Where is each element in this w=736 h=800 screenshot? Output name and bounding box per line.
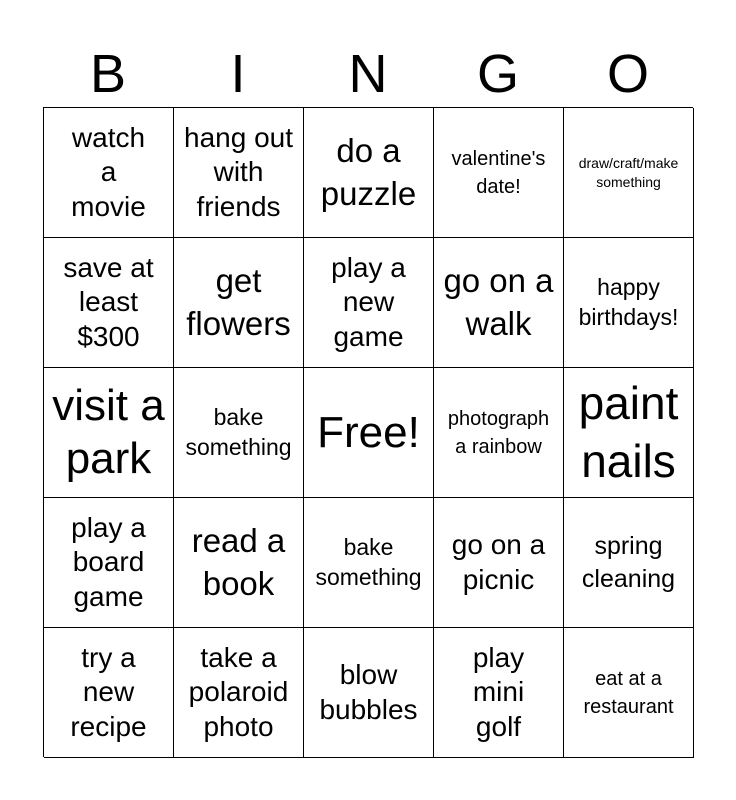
bingo-cell-r4c4[interactable] [434,498,564,628]
cell-label: eat at a restaurant [583,667,674,718]
cell-label: draw/craft/make something [578,154,679,190]
bingo-cell-r1c2[interactable] [174,108,304,238]
cell-label: play mini golf [472,642,525,742]
cell-label: go on a walk [443,261,554,342]
cell-label: do a puzzle [320,131,417,212]
cell-label: take a polaroid photo [188,642,289,742]
bingo-cell-r3c1[interactable] [44,368,174,498]
bingo-cell-r4c1[interactable] [44,498,174,628]
cell-label: photograph a rainbow [447,407,550,458]
bingo-cell-r1c4[interactable] [434,108,564,238]
cell-label: play a new game [331,252,406,352]
bingo-cell-r4c3[interactable] [304,498,434,628]
cell-label: paint nails [578,377,679,487]
bingo-cell-r5c4[interactable] [434,628,564,758]
cell-label: bake something [185,403,292,460]
bingo-cell-r4c5[interactable] [564,498,694,628]
bingo-cell-r1c3[interactable] [304,108,434,238]
bingo-cell-r5c1[interactable] [44,628,174,758]
cell-label: spring cleaning [581,532,676,593]
bingo-cell-r2c5[interactable] [564,238,694,368]
bingo-board [43,107,693,757]
cell-label: go on a picnic [451,529,546,595]
bingo-cell-free[interactable] [304,368,434,498]
header-letter-g: G [476,44,519,104]
bingo-cell-r5c2[interactable] [174,628,304,758]
bingo-cell-r2c2[interactable] [174,238,304,368]
bingo-cell-r5c5[interactable] [564,628,694,758]
bingo-cell-r3c4[interactable] [434,368,564,498]
cell-label: bake something [315,533,422,590]
bingo-cell-r3c5[interactable] [564,368,694,498]
cell-label: blow bubbles [319,659,418,725]
bingo-cell-r1c5[interactable] [564,108,694,238]
cell-label: visit a park [52,380,165,483]
cell-label: try a new recipe [70,642,147,742]
bingo-cell-r5c3[interactable] [304,628,434,758]
cell-label: hang out with friends [184,122,293,222]
header-letter-o: O [606,44,649,104]
cell-label: play a board game [71,512,146,612]
cell-label: happy birthdays! [578,273,679,330]
cell-label: valentine's date! [451,147,546,198]
free-space-label: Free! [317,407,420,457]
bingo-cell-r2c1[interactable] [44,238,174,368]
bingo-header [43,40,693,108]
cell-label: save at least $300 [63,252,154,352]
bingo-cell-r2c3[interactable] [304,238,434,368]
header-letter-b: B [89,44,127,104]
cell-label: watch a movie [71,122,146,222]
cell-label: get flowers [186,261,291,342]
bingo-cell-r2c4[interactable] [434,238,564,368]
header-letter-i: I [230,44,246,104]
cell-label: read a book [191,521,286,602]
bingo-cell-r3c2[interactable] [174,368,304,498]
bingo-cell-r4c2[interactable] [174,498,304,628]
bingo-cell-r1c1[interactable] [44,108,174,238]
header-letter-n: N [348,44,388,104]
